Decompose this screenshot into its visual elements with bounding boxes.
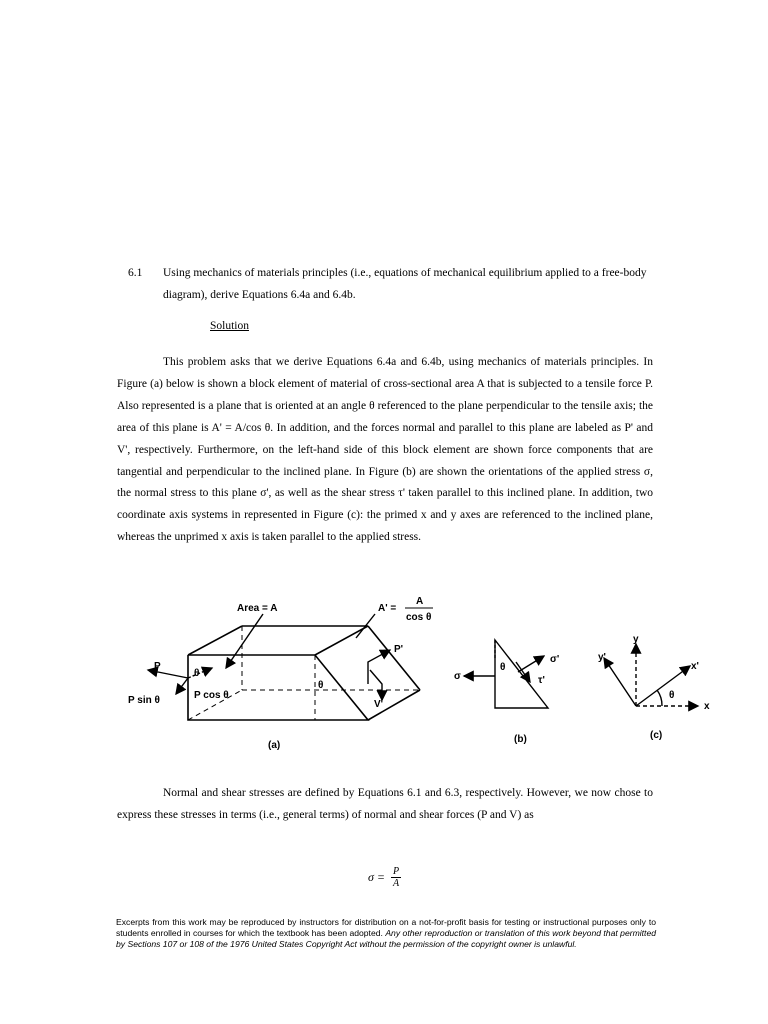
footer-notice: Excerpts from this work may be reproduced by instructors for distribution on a not-for-profit basis for testing or instructional purposes only to students enrolled in courses for which the textbook has been adopted. bbox=[116, 917, 656, 938]
P-sin-theta-label: P sin θ bbox=[128, 695, 160, 706]
solution-heading: Solution bbox=[210, 320, 249, 332]
y-axis-label: y bbox=[633, 634, 639, 645]
figure-a-block bbox=[188, 626, 420, 720]
caption-c: (c) bbox=[650, 730, 663, 741]
sigma-prime-label: σ' bbox=[550, 654, 560, 665]
theta-label-a2: θ bbox=[318, 680, 324, 691]
equation-denominator: A bbox=[393, 878, 400, 889]
P-cos-theta-label: P cos θ bbox=[194, 690, 229, 701]
stress-figure bbox=[120, 590, 720, 760]
equation-lhs: σ = bbox=[368, 870, 386, 884]
solution-paragraph-1: This problem asks that we derive Equations 6.4a and 6.4b, using mechanics of materials principles. In Figure (a) below is shown a block element of material of cross-sectional area A that is subjected to a tensile force P. Also represented is a plane that is oriented at an angle θ referenced to the plane perpendicular to the tensile axis; the area of this plane is A' = A/cos θ. In addition, and the forces normal and parallel to this plane are labeled as P' and V', respectively. Furthermore, on the left-hand side of this block element are shown force components that are tangential and perpendicular to the inclined plane. In Figure (b) are shown the orientations of the applied stress σ, the normal stress to this plane σ', as well as the shear stress τ' taken parallel to this inclined plane. In addition, two coordinate axis systems in represented in Figure (c): the primed x and y axes are referenced to the inclined plane, whereas the unprimed x axis is taken parallel to the applied stress. bbox=[117, 356, 653, 544]
normal-stress-equation bbox=[368, 866, 401, 889]
problem-statement bbox=[117, 262, 657, 306]
problem-number: 6.1 bbox=[128, 267, 143, 279]
xprime-axis-label: x' bbox=[691, 661, 699, 672]
footer-notice-italic: Any other reproduction or translation of this work beyond that permitted by Sections 107 or 108 of the 1976 United States Copyright Act without the permission of the copyright owner is unlawful. bbox=[116, 928, 656, 949]
area-label: Area = A bbox=[237, 603, 278, 614]
equation-fraction bbox=[391, 866, 401, 889]
figure-b-wedge bbox=[464, 640, 548, 708]
tau-prime-label: τ' bbox=[538, 675, 545, 686]
aprime-numerator: A bbox=[416, 596, 424, 607]
theta-label-c: θ bbox=[669, 690, 675, 701]
x-axis-label: x bbox=[704, 701, 710, 712]
copyright-footer bbox=[116, 917, 656, 950]
force-Pprime-label: P' bbox=[394, 644, 404, 655]
theta-label-a1: θ bbox=[194, 668, 200, 679]
yprime-axis-label: y' bbox=[598, 652, 606, 663]
force-P-label: P bbox=[154, 661, 161, 672]
figure-c-axes bbox=[604, 644, 698, 706]
equation-numerator: P bbox=[393, 866, 400, 877]
aprime-denominator: cos θ bbox=[406, 612, 432, 623]
problem-text: Using mechanics of materials principles (i.e., equations of mechanical equilibrium applied to a free-body diagram), derive Equations 6.4a and 6.4b. bbox=[163, 267, 647, 301]
solution-paragraph-2: Normal and shear stresses are defined by Equations 6.1 and 6.3, respectively. However, we now chose to express these stresses in terms (i.e., general terms) of normal and shear forces (P and V) as bbox=[117, 787, 653, 821]
force-Vprime-label: V' bbox=[374, 699, 384, 710]
aprime-lhs: A' = bbox=[378, 603, 397, 614]
sigma-label: σ bbox=[454, 671, 461, 682]
caption-a: (a) bbox=[268, 740, 281, 751]
caption-b: (b) bbox=[514, 734, 527, 745]
theta-label-b: θ bbox=[500, 662, 506, 673]
